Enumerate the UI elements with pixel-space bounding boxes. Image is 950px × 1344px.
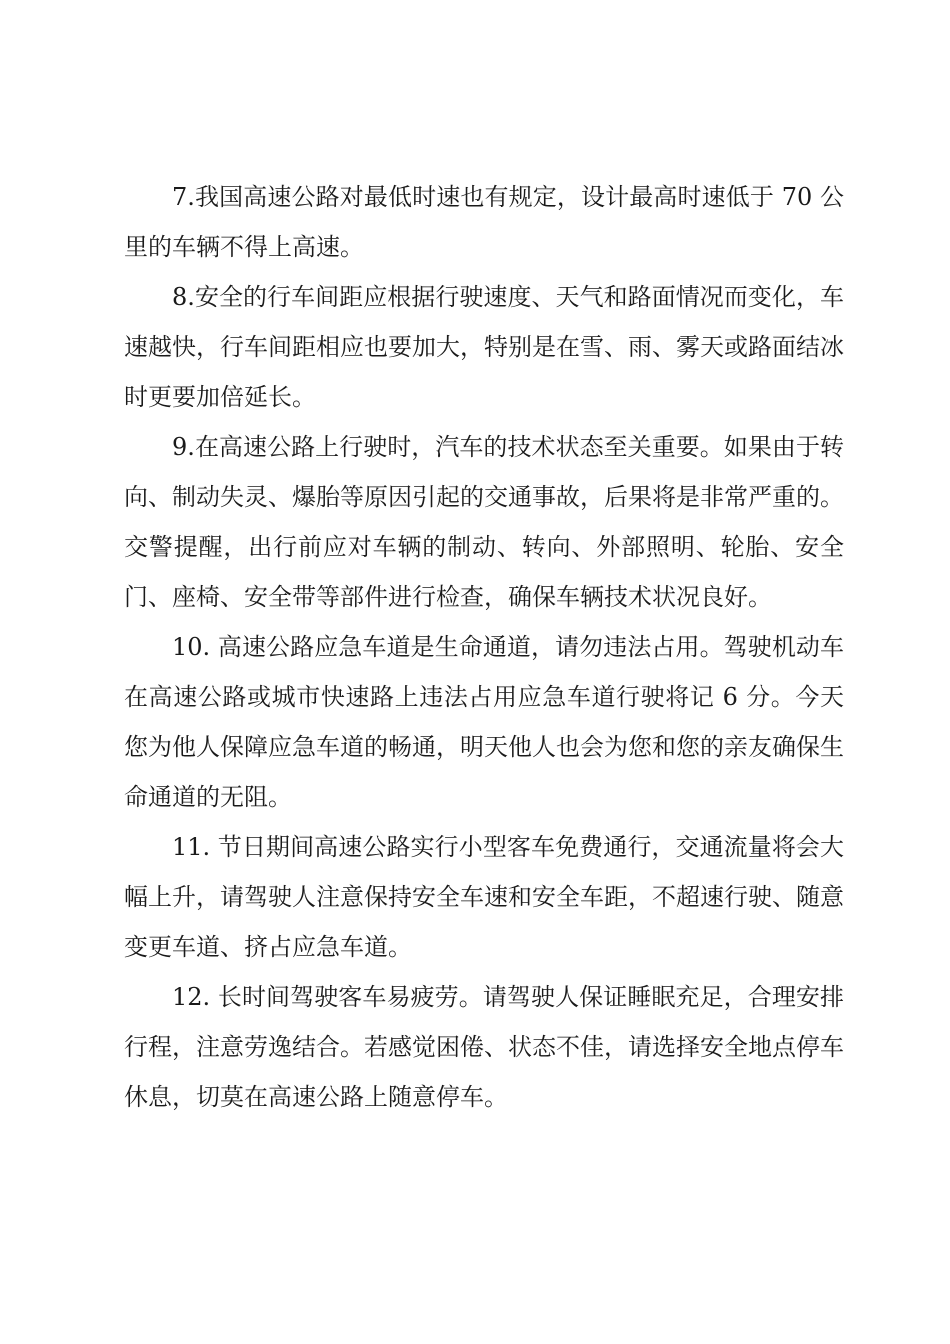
paragraph-8: 8.安全的行车间距应根据行驶速度、天气和路面情况而变化，车速越快，行车间距相应也要加大，特别是在雪、雨、雾天或路面结冰时更要加倍延长。 [124, 283, 844, 411]
paragraph-12: 12. 长时间驾驶客车易疲劳。请驾驶人保证睡眠充足，合理安排行程，注意劳逸结合。若感觉困倦、状态不佳，请选择安全地点停车休息，切莫在高速公路上随意停车。 [124, 983, 844, 1111]
paragraph-10: 10. 高速公路应急车道是生命通道，请勿违法占用。驾驶机动车在高速公路或城市快速路上违法占用应急车道行驶将记 6 分。今天您为他人保障应急车道的畅通，明天他人也会为您和您的亲友确保生命通道的无阻。 [124, 633, 844, 811]
paragraph-11: 11. 节日期间高速公路实行小型客车免费通行，交通流量将会大幅上升，请驾驶人注意保持安全车速和安全车距，不超速行驶、随意变更车道、挤占应急车道。 [124, 833, 844, 961]
paragraph-7: 7.我国高速公路对最低时速也有规定，设计最高时速低于 70 公里的车辆不得上高速。 [124, 183, 844, 261]
paragraph-9: 9.在高速公路上行驶时，汽车的技术状态至关重要。如果由于转向、制动失灵、爆胎等原因引起的交通事故，后果将是非常严重的。交警提醒，出行前应对车辆的制动、转向、外部照明、轮胎、安全门、座椅、安全带等部件进行检查，确保车辆技术状况良好。 [124, 433, 844, 611]
document-body [124, 172, 844, 1122]
